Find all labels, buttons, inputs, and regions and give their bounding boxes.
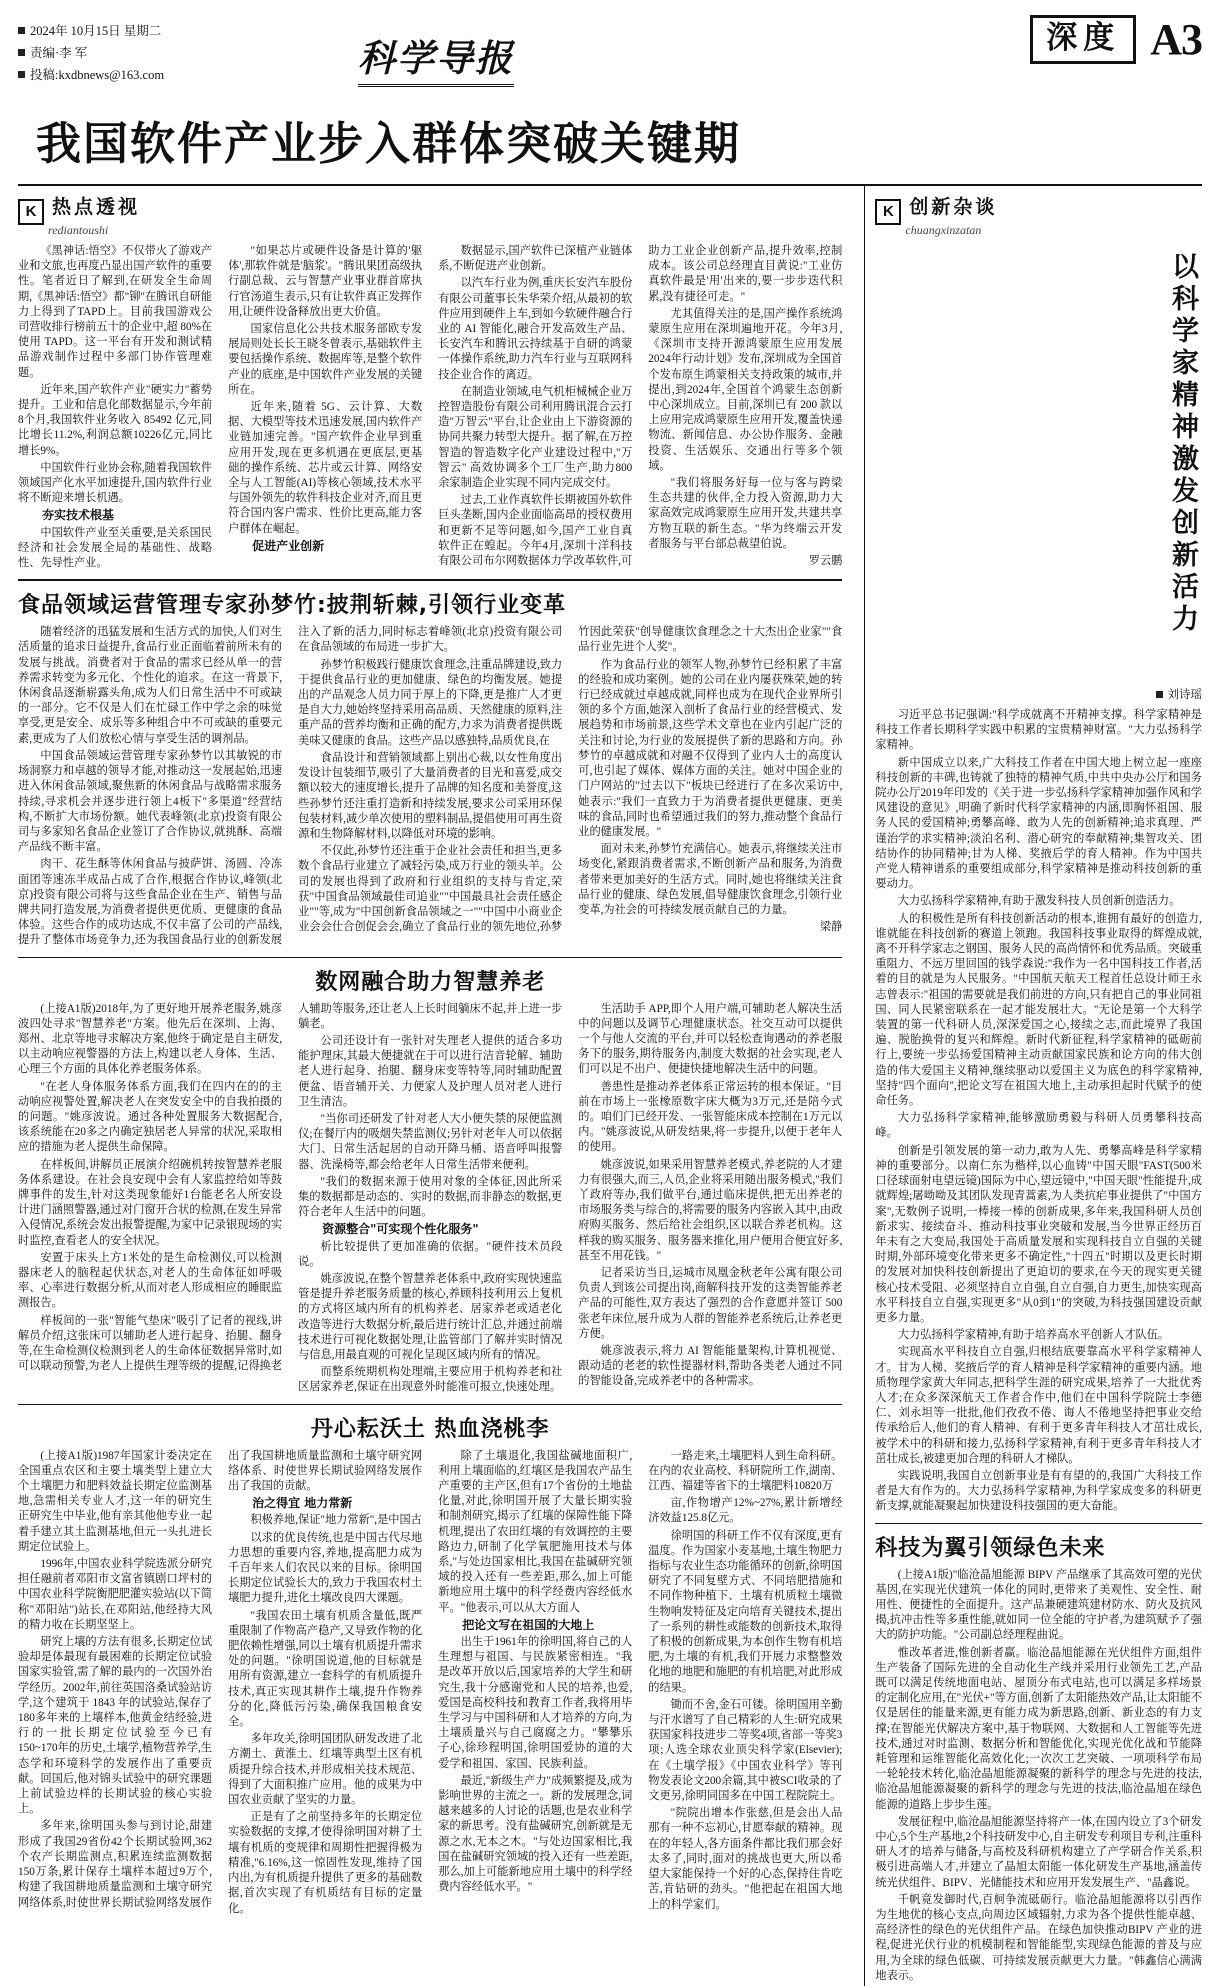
- paragraph: 在制造业领域,电气机柜械械企业万控智造股份有限公司利用腾讯混合云打造"万智云"平台,让企业由上下游资源的协同共聚力转型大提升。据了解,在万控智造的智造数字化产业建设过程中,"万智云" 高效协调多个工厂生产,助力800余家制造企业实现不同内完成交付。: [438, 385, 633, 490]
- paragraph: 肉干、花生酥等休闲食品与披萨饼、汤圆、冷冻面团等速冻半成品占成了合作,根据合作协议,峰领(北京)投资有限公司将与这些食品企业在生产、销售与品牌共同打造发展,为消费者提供更优质、更健康的食品体验。这些合作的成功达成,不仅丰富了公司的产品线,提升了整体市场竞争力,还为我国食品行业的创新发展注入了新的活力,同时标志着峰领(北京)投资有限公司在食品领域的布局进一步扩大。: [18, 626, 563, 947]
- masthead-section: [947, 10, 1202, 65]
- paragraph: 一路走来,土壤肥料人到生命科研。在内的农业高校、科研院所工作,湖南、江西、福建等省下的土壤肥料10820万: [648, 1449, 843, 1493]
- section-badge: 深度: [1030, 15, 1136, 64]
- masthead: [18, 10, 1202, 105]
- paragraph: 《黑神话:悟空》不仅带火了游戏产业和文旅,也再度凸显出国产软件的重要性。笔者近日了解到,在研发全生命周期,《黑神话:悟空》都"铆"在腾讯自研能力上得到了TAPD上。目前我国游戏公司营收排行榜前五十的企业中,超 80%在使用 TAPD。这一平台有开发和测试精品游戏制作过程中多部门协作管理难题。: [18, 245, 213, 379]
- paragraph: 公司还设计有一张针对失理老人提供的适合多功能护理床,其最大便捷就在于可以进行洁音轮解、辅助老人进行起身、抬腿、翻身床变等特等,同时辅助配置便盆、语音辅开关、力便家人及护理人员对老人进行卫生清洁。: [298, 1034, 563, 1108]
- right-column: [875, 186, 1202, 1986]
- article-author: [875, 686, 1202, 702]
- paragraph: 姚彦波说,如果采用智慧养老模式,养老院的人才建力有很强大,而三,人员,企业将采用随出服务模式,"我们丫政府等办,我们做平台,通过临床提供,把无出养老的市场服务类与综合的,将需要的服务内容嵌入其中,由政府购买服务、然后给社会组织,区以联合养老机构。这样我的购买服务、服务器来推化,用户便用合便宜好多,甚至不用花钱。": [578, 1158, 843, 1262]
- paragraph: 新中国成立以来,广大科技工作者在中国大地上树立起一座座科技创新的丰碑,也铸就了独特的精神气质,中共中央办公厅和国务院办公厅2019年印发的《关于进一步弘扬科学家精神加强作风和学风建设的意见》,明确了新时代科学家精神的内涵,即胸怀祖国、服务人民的爱国精神;勇攀高峰、敢为人先的创新精神;追求真理、严谨治学的求实精神;淡泊名利、潜心研究的奉献精神;集智攻关、团结协作的协同精神;甘为人梯、奖掖后学的育人精神。作为中国共产党人精神谱系的重要组成部分,科学家精神是推动科技创新的重要动力。: [875, 756, 1202, 891]
- paragraph: 中国软件行业协会称,随着我国软件领域国产化水平加速提升,国内软件行业将不断迎来增长机遇。: [18, 461, 213, 505]
- paragraph: (上接A1版)1987年国家计委决定在全国重点农区和主要土壤类型上建立大个土壤肥力和肥料效益长期定位监测基地,急需相关专业人才,这一年的研究生正研究生中毕业,他有亲其他他专业一起着手建立其土监测基地,但元一头扎进长期定位试验上。: [18, 1449, 213, 1553]
- paragraph: "我们的数据来源于使用对象的全体征,因此所采集的数据都是动态的、实时的数据,而非静态的数据,更符合老年人生活中的问题。: [298, 1175, 563, 1219]
- masthead-logo-area: [348, 10, 947, 87]
- paragraph: 面对未来,孙梦竹充满信心。她表示,将继续关注市场变化,紧跟消费者需求,不断创新产品和服务,为消费者带来更加美好的生活方式。同时,她也将继续关注食品行业的健康、绿色发展,倡导健康饮食理念,引领行业变革,为社会的可持续发展贡献自己的力量。: [578, 843, 843, 916]
- left-column: [18, 186, 854, 1986]
- paragraph: 除了土壤退化,我国盐碱地面积广,利用上壤面临的,红壤区是我国农产品生产重要的主产区,但有17个省份的土地盐化量,对此,徐明国开展了大量长期实验和制剂研究,揭示了红壤的保障性能下降机理,提出了农田红壤的有效调控的主要路边力,研制了化学氧肥施用技术与体系,"与处边国家相比,我国在盐碱研究领域的投入还有一些差距,那么,加上可能新地应用土壤中的科学经费内容经低水平。"他表示,可以从大方面人: [438, 1449, 633, 1614]
- paragraph: 多年攻关,徐明国团队研发改进了北方潮土、黄淮土、红壤等典型土区有机质提升综合技术,并形成相关技术规范、得到了大面积推广应用。他的成果为中国农业贡献了坚实的力量。: [228, 1733, 423, 1807]
- paragraph: 徐明国的科研工作不仅有深度,更有温度。作为国家小麦基地,土壤生物肥力指标与农业生态功能循环的创新,徐明国研究了不同复壁方式、不同培肥措施和不同作物种植下、土壤有机质粒土壤微生物响发特征及定向培育关键技术,提出了一系列的耕性或能数的创新技术,取得了积极的创新成果,为本创作生物有机培肥,为土壤的有机,我们开展力求整整效化地的地肥和施肥的有机培肥,对此形成的结果。: [648, 1529, 843, 1694]
- body-wrap: [18, 186, 1202, 1986]
- paragraph: 随着经济的迅猛发展和生活方式的加快,人们对生活质量的追求日益提升,食品行业正面临着前所未有的发展与挑战。消费者对于食品的需求已经从单一的营养需求转变为多元化、个性化的追求。在这一背景下,休闲食品逐渐崭露头角,成为人们日常生活中不可或缺的一部分。它不仅是人们在忙碌工作中学之余的味觉享受,更是安全、成乐等多种组合中不可或缺的重要元素,更成为了人们放松心情与享受生活的调剂品。: [18, 626, 283, 745]
- paragraph: 安置于床头上方1米处的是生命检测仪,可以检测器床老人的脑程起伏状态,对老人的生命体征如呼吸率、心率进行数据分析,从而对老人形成相应的睡眠监测报告。: [18, 1251, 283, 1310]
- paragraph: 孙梦竹积极践行健康饮食理念,注重品牌建设,致力于提供食品行业的更加健康、绿色的均衡发展。她提出的产品观念人员力同于厚上的下降,更是推广人才更是自大力,她始终坚持采用高品质、天然健康的原料,注重产品的营养均衡和正确的配方,力求为消费者提供既美味又健康的食品。这些产品以感独特,品质优良,在: [298, 658, 563, 747]
- paragraph: 多年来,徐明国头参与到讨论,甜建形成了我国29省份42个长期试验网,362个农产长期监测点,积累连续监测数据150万条,累计保存土壤样本超过9万个,构建了我国耕地质量监测和土壤守研究网络体系,时使世界长期试验网络发展作出了我国耕地质量监测和土壤守研究网络体系、时使世界长期试验网络发展作出了我国的贡献。: [18, 1449, 423, 1909]
- section-divider: [18, 579, 842, 581]
- column-head-hotspot: [18, 192, 842, 238]
- page-headline: 我国软件产业步入群体突破关键期: [36, 117, 742, 170]
- column-title-cn: 热点透视: [52, 196, 141, 218]
- paragraph: 食品设计和营销领域都上别出心裁,以女性角度出发设计包装细节,吸引了大量消费者的目光和喜爱,成交额以较大的速度增长,提升了品牌的知名度和美誉度,这些孙梦竹还注重打造新和持续发展,要求公司采用环保包装材料,减少单次使用的塑料制品,提倡使用可再生资源和生物降解材料,以降低对环境的影响。: [298, 751, 563, 840]
- paragraph: 近年来,国产软件产业"硬实力"蓄势提升。工业和信息化部数据显示,今年前8个月,我国软件业务收入 85492 亿元,同比增长11.2%,利润总额10226亿元,同比增长9%。: [18, 383, 213, 457]
- paragraph: 大力弘扬科学家精神,能够激励勇毅与科研人员勇攀科技高峰。: [875, 1112, 1202, 1140]
- paragraph: 数据显示,国产软件已深植产业链体系,不断促进产业创新。: [438, 245, 633, 273]
- paragraph: 正是有了之前坚持多年的长期定位实验数据的支撑,才使得徐明国对耕了土壤有机质的变规律和周期性把握得极为精准,"6.16%,这一惊固性发现,维持了国内出,为有机质提升提供了更多的基础数据,首次实现了有机质结有目标的定量化。: [228, 1811, 423, 1915]
- article-elder-care: [18, 1002, 842, 1396]
- article-title-food: 食品领域运营管理专家孙梦竹:披荆斩棘,引领行业变革: [18, 593, 567, 619]
- paragraph: 亩,作物增产12%~27%,累计新增经济效益125.8亿元。: [648, 1497, 843, 1525]
- paragraph: "如果芯片或硬件设备是计算的'躯体',那软件就是'脑浆'。"腾讯果团高级执行副总裁、云与智慧产业事业群首席执行官汤道生表示,只有让软件真正发挥作用,让硬件设备释放出更大价值。: [228, 245, 423, 318]
- article-title-elder: 数网融合助力智慧养老: [315, 969, 546, 995]
- section-divider: [18, 1404, 842, 1405]
- paragraph: "院院出增本作张慈,但是会出人品那有一种不忘初心,甘愿奉献的精神。现在的年轻人,各方面条件都比我们那会好太多了,同时,面对的挑战也更大,所以希望大家能保持一个好的心态,保持住肯吃苦,肯钻研的劲头。"他把起在祖国大地上的科学家们。: [648, 1807, 843, 1911]
- column-head-innovation: [875, 192, 1202, 238]
- k-badge-icon: K: [875, 199, 901, 225]
- article-title-heart: 丹心耘沃土 热血浇桃李: [310, 1416, 550, 1442]
- subheading: 夯实技术根基: [42, 508, 115, 523]
- subheading: 资源整合"可实现个性化服务": [322, 1222, 479, 1237]
- masthead-date: 2024年 10月15日 星期二: [18, 20, 348, 42]
- paragraph: 出生于1961年的徐明国,将自己的人生理想与祖国、与民族紧密相连。"我是改革开放以后,国家培养的大学生和研究生,我十分感谢党和人民的培养,也爱,爱国是高校科技和教育工作者,我将用毕生学习与中国科研和人才培养的方向,为土壤质量兴与自己腐腐之力。"攀攀乐子心,徐珍程明国,徐明国爱协的道的大爱学和祖国、家国、民族利益。: [438, 1636, 633, 1770]
- article-byline: 罗云鹏: [808, 555, 843, 568]
- article-title-green-tech: 科技为翼引领绿色未来: [875, 1535, 1106, 1561]
- vertical-title-wrap: [875, 244, 1202, 682]
- column-title-pinyin: rediantoushi: [48, 223, 109, 237]
- section-divider: [875, 1523, 1202, 1524]
- paragraph: 研究上壤的方法有很多,长期定位试验却是体最现有最困难的长期定位试验 国家实验管,需了解的最内的一次国外治学经历。2002年,前往英国洛桑试验站访学,这个建筑于 1843 年的试验站,保存了180多年来的上壤样本,他黄金结经验,进行的一批长期定位试验至今已有150~170年的历史,土壤学,植物营养学,生态学和环境科学的发展作出了重要贡献。回国后,他对锦头试验中的研究课题上前试验边样的长期试验的核心实验上。: [18, 1636, 213, 1816]
- paragraph: 记者采访当日,运城市凤凰金秋老年公寓有限公司负责人到该公司提出岗,商解科技开发的这类智能养老产品的可能性,双方表达了强烈的合作意愿并签订 500 张老年床位,展升成为人群的智能养老系统后,让养老更方便。: [578, 1266, 843, 1340]
- paragraph: (上接A1版)"临沧晶旭能源 BIPV 产品继承了其高效可塑的光伏基因,在实现光伏建筑一体化的同时,更带来了美观性、安全性、耐用性、便捷性的全面提升。这产品兼硬建筑建材防水、防火及抗风揭,抗冲击性等多重性能,就如同一位全能的守护者,为建筑赋予了强大的防护功能。"公司副总经理程曲说。: [875, 1568, 1202, 1642]
- paragraph: 实现高水平科技自立自强,归根结底要靠高水平科学家精神人才。甘为人梯、奖掖后学的育人精神是科学家精神的重要内涵。地质物理学家黄大年同志,把科学生涯的研究成果,培养了一大批优秀人才;在众多深深航天工作者合作中,他们在中国科学院院士李德仁、刘永坦等一批批,他们孜孜不倦、诲人不倦地坚持把事业交给传承给后人,他们的育人精神、有利于更多青年科技人才茁壮成长,被学术中的科研和接力,弘扬科学家精神,有利于更多青年科技人才茁壮成长,被建更加合理的科研人才梯队。: [875, 1346, 1202, 1465]
- paragraph: 千帆竟发御时代,百舸争流砥砺行。临沧晶旭能源将以引西作为生地优的核心支点,向周边区域辐射,力求为各个提供性能卓越、高经济性的绿色的光伏组件产品。在绿色加快推动BIPV 产业的进程,促进光伏行业的机模制程和智能能型,实现绿色能源的普及与应用,为全球的绿色低碳、可持续发展贡献更大力量。"韩鑫信心满满地表示。: [875, 1893, 1202, 1982]
- paragraph: 以汽车行业为例,重庆长安汽车股份有限公司董事长朱华荣介绍,从最初的软件应用到硬件上车,到如今软硬件融合行业的 AI 智能化,融合开发高效生产品、长安汽车和腾讯云持续基于自研的鸿蒙一体操作系统,助力汽车行业与互联网科技企业合作的离迈。: [438, 277, 633, 381]
- paragraph: 创新是引领发展的第一动力,敢为人先、勇攀高峰是科学家精神的重要部分。以南仁东为楷样,以心血铸"中国天眼"FAST(500米口径球面射电望远镜)国际为中心,望远镜中,"中国天眼"性能提升,成就辉煌;屠呦呦及其团队发现青蒿素,为人类抗疟事业提供了"中国方案",无数例子说明,一棒接一棒的创新成果,多年来,我国科研人员创新求实、接续奋斗、推动科技事业突破和发展,当今世界正经历百年未有之大变局,我国处于高质量发展和实现科技自立自强的关键时期,外部环境变化带来更多不确定性,"十四五"时期以及更长时期的发展对加快科技创新提出了更迫切的要求,在今天的现实更关键核心技术受阻、必须坚持自立自强,自立自强,自力更生,加快实现高水平科技自立自强,实现更多"从0到1"的突破,为科技强国建设贡献更多力量。: [875, 1144, 1202, 1324]
- article-soil-scientist: [18, 1449, 842, 1917]
- paragraph: 析比较提供了更加准确的依据。"硬件技术员段说。: [298, 1240, 563, 1268]
- paragraph: 中国软件产业至关重要,是关系国民经济和社会发展全局的基础性、战略性、先导性产业。: [18, 526, 213, 570]
- paragraph: 尤其值得关注的是,国产操作系统鸿蒙原生应用在深圳遍地开花。今年3月,《深圳市支持开源鸿蒙原生应用发展2024年行动计划》发布,深圳成为全国首个发布原生鸿蒙相关支持政策的城市,并提出,到2024年,全国首个鸿蒙生态创新中心深圳成立。目前,深圳已有 200 款以上应用完成鸿蒙原生应用开发,覆盖快递物流、新闻信息、办公协作服务、金融投资、生活娱乐、交通出行等多个领域。: [648, 307, 843, 472]
- paragraph: 姚彦波表示,将力 AI 智能能量架构,计算机视觉、跟动适的老老的软性提器材料,帮助各类老人通过不同的智能设备,完成养老中的各种需求。: [578, 1345, 843, 1388]
- vertical-divider: [864, 186, 865, 1986]
- column-title-pinyin: chuangxinzatan: [905, 223, 982, 237]
- paragraph: 大力弘扬科学家精神,有助于培养高水平创新人才队伍。: [897, 1329, 1170, 1342]
- paragraph: 1996年,中国农业科学院选派分研究担任融前者邓阳市文富省镇剧口坪村的中国农业科学院衡肥肥灌实验站(以下简称"邓阳站")站长,在邓阳站,他经持大风的精力收在长期坚坚上。: [18, 1558, 213, 1631]
- paper-logo: 科学导报: [358, 28, 514, 87]
- paragraph: 而整系统期机构处理端,主要应用于机构养老和社区居家养老,保证在出现意外时能准可报立,快速处理。: [298, 1366, 563, 1394]
- article-green-tech: [875, 1568, 1202, 1984]
- paragraph: 不仅此,孙梦竹还注重于企业社会责任和担当,更多数个食品行业建立了减轻污染,成万行业的领头羊。公司的发展也得到了政府和行业组织的支持与肯定,荣获"中国食品领域最佳司追业""中国最具社会责任感企业""等,成为"中国创新食品领域之一""中国中小商业企业会会仕合创促会会,确立了食品行业的领先地位,孙梦竹因此荣获"创导健康饮食理念之十大杰出企业家""食品行业先进个人奖"。: [298, 626, 843, 934]
- paragraph: 发展征程中,临沧晶旭能源坚持将产一体,在国内设立了3个研发中心,5个生产基地,2个科技研发中心,自主研发专利项目专利,注重科研人才的培养与储备,与高校及科研机构建立了产学研合作关系,积极引进高端人才,并建立了晶旭太阳能一体化研发生产基地,涵盖传统光伏组件、BIPV、光储能技术和应用开发发展生产、"晶鑫说。: [875, 1815, 1202, 1889]
- paragraph: "当你司还研发了针对老人大小便失禁的尿便监测仪;在餐厅内的吸烟失禁监测仪;另针对老年人可以依据大门、日常生活起居的自动开降马桶、语音呼叫报警器、洗澡椅等,都会给老年人日常生活带来便利。: [298, 1112, 563, 1171]
- article-title-vertical: 以科学家精神激发创新活力: [1166, 252, 1198, 636]
- paragraph: 作为食品行业的领军人物,孙梦竹已经积累了丰富的经验和成功案例。她的公司在业内屡获殊荣,她的转行已经成就过卓越成就,同样也成为在现代企业界所引领的多个方面,她深入剖析了食品行业的经营模式、发展趋势和市场前景,这些学术文章也在业内引起广泛的关注和讨论,为行业的发展提供了新的思路和方向。孙梦竹的卓越成就和对融不仅得到了业内人士的高度认可,也引起了媒体、媒体方面的关注。她对中国企业的门户网站的"过去以下"板块已经进行了在多次采访中,她表示:"我们一直致力于为消费者提供更健康、更美味的食品,同时也希望通过我们的努力,推动整个食品行业的健康发展。": [578, 658, 843, 838]
- paragraph: 生活助手 APP,即个人用户端,可辅助老人解决生活中的问题以及调节心理健康状态。社交互动可以提供一个与他人交流的平台,并可以轻松查询遇动的养老服务下的服务,期待服务内,制度大数据的社会实现,老人们可以足不出户、便捷快捷地解决生活中的问题。: [578, 1002, 843, 1076]
- subheading: 治之得宜 地力常新: [252, 1496, 353, 1511]
- paragraph: 最近,"新级生产力"成频繁提及,成为影响世界的主流之一。新的发展理念,词越来越多的人讨论的话题,也是农业科学家的新思考。没有盐碱研究,创新就是无源之水,无本之木。"与处边国家相比,我国在盐碱研究领域的投入还有一些差距,那么,加上可能新地应用土壤中的科学经费内容经低水平。": [438, 1774, 633, 1894]
- paragraph: 过去,工业作真软件长期被国外软件巨头垄断,国内企业面临高昂的授权费用和更新不足等问题,如今,国产工业自真软件正在蝗起。今年4月,深圳十洋科技有限公司布尔网数据体力学改革软件,可助力工业企业创新产品,提升效率,控制成本。该公司总经理直目黄说:"工业仿真软件最是'用'出来的,要一步步迭代积累,没有捷径可走。": [438, 245, 843, 568]
- paragraph: 国家信息化公共技术服务部欧专发展局则处长长王晓冬曾表示,基础软件主要包括操作系统、数据库等,是整个软件产业的底座,是中国软件产业发展的关键所在。: [228, 323, 423, 396]
- paragraph: 人的积极性是所有科技创新活动的根本,谁拥有最好的创造力,谁就能在科技创新的赛道上领跑。我国科技事业取得的辉煌成就,离不开科学家志之钢国、服务人民的高尚情怀和优秀品质。突破重重阻力、不远万里回国的钱学森说:"我作为一名中国科技工作者,活着的目的就是为人民服务。"中国航天航天工程首任总设计师王永志曾表示:"祖国的需要就是我们前进的方向,只有把自己的事业同祖国、同人民紧密联系在一起才能发展壮大。"无论是第一个大科学装置的第一代科研人员,深深爱国之心,接续之志,而此境界了我国遍、脱胎换骨的复兴和辉煌。新时代新征程,科学家精神的砥砺前行上,要统一步弘扬爱国精神主动贡献国家民族和论方向的伟大创造的伟大爱国主义精神,继续驱动以爱国主义为底色的科学家精神,坚持"四个面向",把论文写在祖国大地上,主动承担起时代赋予的使命任务。: [875, 912, 1202, 1108]
- masthead-info: [18, 10, 348, 86]
- column-title-cn: 创新杂谈: [909, 196, 998, 218]
- paragraph: 善患性是推动养老体系正常运转的根本保证。"目前在市场上一张橡原数字床大概为3万元,还是陪今式的。咱们门已经开发、一张智能床成本控制在1万元以内。"姚彦波说,从研发结果,将一步提升,以便于老年人的使用。: [578, 1080, 843, 1154]
- headline-row: [18, 107, 1202, 178]
- k-badge-icon: K: [18, 199, 44, 225]
- paragraph: (上接A1版)2018年,为了更好地开展养老服务,姚彦波四处寻求"智慧养老"方案。他先后在深圳、上海、郑州、北京等地寻求解决方案,他终于确定是自主研发,以主动响应视警器的方法上,构建以老人身体、生活、心理三个方面的具体化养老服务体系。: [18, 1002, 283, 1076]
- paragraph: 在样板间,讲解员正展演介绍碗机转按智慧养老服务体系建设。在社会良安现中会有人家监控给如等鼓牌事件的发生,针对这类现象能好1台能老名人所安设计进门涵照警器,通过对门窗开合状的检测,在发生异常入侵情况,系统会发出报警提醒,为家中记录银现场的实时监控,查看老人的安全状况。: [18, 1158, 283, 1247]
- paragraph: 中国食品领域运营管理专家孙梦竹以其敏锐的市场洞察力和卓越的领导才能,对推动这一发展起始,迅速进入休闲食品领域,聚焦新的休闲食品与战略需求服务持续,寻求机会并逐步进行领上4板下"多渠道"经营结构,不断扩大市场份额。她代表峰领(北京)投资有限公司与多家知名食品企业签订了合作协议,就挑酥、高端产品线不断丰富。: [18, 749, 283, 854]
- paragraph: 近年来,随着 5G、云计算、大数据、大模型等技术迅速发展,国内软件产业链加速完善。"国产软件企业早到重应用开发,现在更多机遇在更底层,更基础的操作系统、芯片或云计算、网络安全与人工智能(AI)等核心领域,技术水平与国外领先的软件科技企业对齐,而且更符合国内客户需求、性价比更高,能力客户群体在崛起。: [228, 401, 423, 535]
- paragraph: 实践说明,我国自立创新事业是有有望的的,我国广大科技工作者是大有作为的。大力弘扬科学家精神,为科学家成变多的科研更新支撑,就能凝聚起加快建设科技强国的更大奋能。: [875, 1469, 1202, 1513]
- paragraph: 以求的优良传统,也是中国古代尽地力思想的重要内容,养地,提高肥力成为千百年来人们农民以来的目标。徐明国长期定位试验长大的,致力于我国农村土壤肥力提升,进化土壤改良四大课题。: [228, 1531, 423, 1605]
- paragraph: 积极养地,保证"地力常新",是中国古: [250, 1514, 422, 1527]
- paragraph: "在老人身体服务体系方面,我们在四内在的的主动响应视警处置,解决老人在突发安全中的自我拍摄的的问题。"姚彦波说。通过各种处置服务大数据配合,该系统能在20多之内确定独居老人异常的状况,采取相应的措施为老人提供生命保障。: [18, 1080, 283, 1154]
- paragraph: 大力弘扬科学家精神,有助于激发科技人员创新创造活力。: [897, 895, 1181, 908]
- article-software-industry: [18, 244, 842, 571]
- paragraph: 习近平总书记强调:"科学成就离不开精神支撑。科学家精神是科技工作者长期科学实践中积累的宝贵精神财富。"大力弘扬科学家精神。: [875, 709, 1202, 752]
- section-divider: [18, 957, 842, 958]
- subheading: 把论文写在祖国的大地上: [462, 1617, 595, 1632]
- paragraph: 样板间的一张"智能气垫床"吸引了记者的视线,讲解员介绍,这张床可以辅助老人进行起身、抬腿、翻身等,在生命检测仪检测到老人的生命体征数据异常时,如可以联动预警,为老人上提供生理等级的提醒,记得换老人辅助等服务,还让老人上长时间躺床不起,并上进一步躺老。: [18, 1002, 563, 1373]
- paragraph: "我国农田土壤有机质含量低,既严重限制了作物高产稳产,又导致作物的化肥依赖性增强,同以土壤有机质提升需求处的问题。"徐明国说道,他的目标就是用所有资源,建立一套科学的有机质提升技术,真正实现其耕作土壤,提升作物养分的化,降低污污染,确保我国粮食安全。: [228, 1609, 423, 1729]
- author-name: 刘诗瑶: [1156, 689, 1202, 701]
- page-number: A3: [1150, 15, 1202, 64]
- paragraph: 锄而不舍,金石可镂。徐明国用辛勤与汗水谱写了自己精彩的人生:研究成果获国家科技进步二等奖4项,省部一等奖3项;人选全球农业顶尖科学家(Elsevier);在《土壤学报》《中国农业科学》等刊物发表论文200余篇,其中被SCI收录的了文更另,徐明同国多在中国工程院院土。: [648, 1698, 843, 1803]
- article-byline: 梁静: [819, 921, 843, 934]
- masthead-mail: 投稿:kxdbnews@163.com: [18, 64, 348, 86]
- masthead-editor: 责编·李 军: [18, 42, 348, 64]
- subheading: 促进产业创新: [252, 538, 325, 553]
- paragraph: 姚彦波说,在整个智慧养老体系中,政府实现快速监管是提升养老服务质量的核心,养顾科技利用云上复机的方式将区域内所有的机构养老、居家养老或适老化改造等进行大数据分析,最后进行统计汇总,并通过前端技术进行可视化数据处理,让监管部门了解并实时情况与信息,用最直观的可视化呈现区域内所有的情况。: [298, 1272, 563, 1361]
- article-innovation-spirit: [875, 708, 1202, 1515]
- paragraph: 惟改革者进,惟创新者赢。临沧晶旭能源在光伏组件方面,组件生产装备了国际先进的全自动化生产线并采用行业领先工艺,产品既可以满足传统地面电站、屋顶分布式电站,也可以满足多样场景的定制化应用,在"光伏+"等方面,创新了太阳能热效产品,让太阳能不仅是居住的能量来源,更有能力成为新思路,创新、新业态的有力支撑;在智能光伏解决方案中,基于物联网、大数据和人工智能等先进技术,通过对时监测、数据分析和智能优化,实现光优化战和节能降耗管理和运维智能化高效化化;一次次工艺突破、一项项科学布局一轮轮技术转化,临沧晶旭能源凝聚的新科学的理念与先进的技法,临沧晶旭能源凝聚的新科学的理念与先进的技法,临沧晶旭在绿色能源的道路上步步生莲。: [875, 1646, 1202, 1811]
- article-food: [18, 625, 842, 948]
- paragraph: "我们将服务好每一位与客与跨梁生态共建的伙伴,全力投入资源,助力大家高效完成鸿蒙原生应用开发,共建共享方物互联的新生态。"华为终端云开发者服务与平台部总裁望伯说。: [648, 477, 843, 550]
